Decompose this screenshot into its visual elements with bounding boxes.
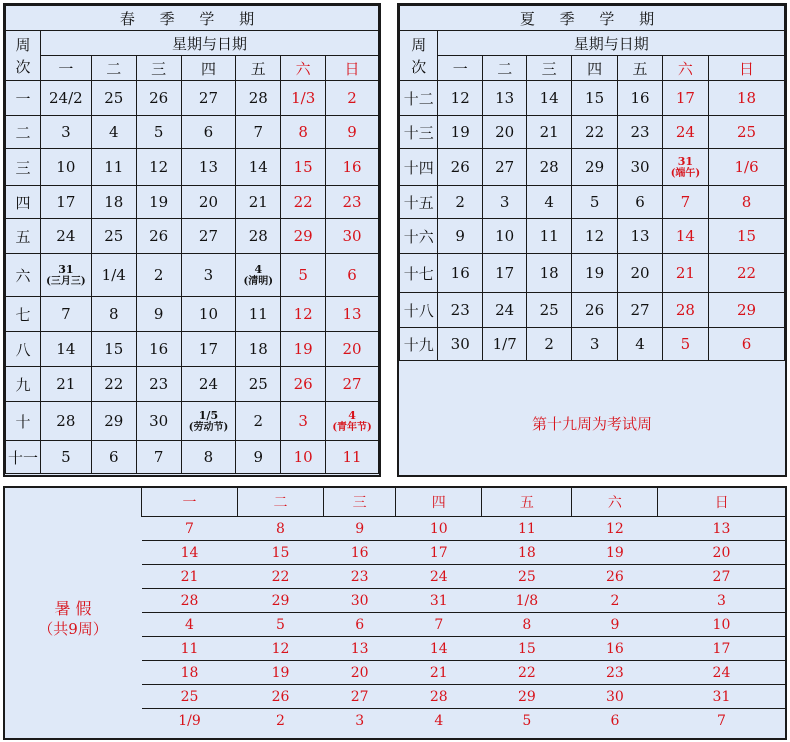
date-cell: 20 [482, 116, 527, 149]
date-cell: 22 [281, 186, 326, 219]
date-cell: 18 [236, 332, 281, 367]
date-cell: 6 [709, 328, 785, 361]
vacation-date-cell: 12 [237, 637, 323, 661]
date-cell: 9 [438, 219, 482, 254]
date-cell: 24 [40, 219, 91, 254]
date-cell: 27 [181, 81, 236, 116]
date-cell: 19 [136, 186, 181, 219]
date-cell: 2 [136, 254, 181, 297]
week-row [6, 367, 379, 402]
date-cell: 5 [281, 254, 326, 297]
date-cell: 11 [527, 219, 571, 254]
week-number: 十六 [400, 219, 438, 254]
vacation-date-cell: 21 [142, 565, 238, 589]
holiday-label: (劳动节) [188, 421, 229, 433]
date-cell: 25 [236, 367, 281, 402]
vacation-date-cell: 2 [237, 709, 323, 733]
vacation-date-cell: 25 [482, 565, 572, 589]
date-cell: 3 [281, 402, 326, 441]
vacation-date-cell: 9 [572, 613, 658, 637]
date-cell: 26 [281, 367, 326, 402]
date-cell: 11 [91, 149, 136, 186]
summer-term-panel [397, 3, 787, 477]
date-cell: 14 [40, 332, 91, 367]
vacation-date-cell: 18 [142, 661, 238, 685]
term-title: 夏 季 学 期 [400, 6, 785, 31]
week-number: 十一 [6, 441, 41, 474]
date-cell: 21 [40, 367, 91, 402]
date-cell: 11 [236, 297, 281, 332]
week-number: 十八 [400, 293, 438, 328]
date-cell: 2 [236, 402, 281, 441]
date-cell: 4 [527, 186, 571, 219]
date-cell: 14 [662, 219, 708, 254]
weekday-header: 日 [709, 56, 785, 81]
weekday-header: 一 [40, 56, 91, 81]
date-cell: 21 [662, 254, 708, 293]
date-cell: 9 [136, 297, 181, 332]
date-cell: 28 [662, 293, 708, 328]
weekday-header: 四 [571, 56, 617, 81]
vacation-date-cell: 11 [482, 517, 572, 541]
vacation-weekday-header: 五 [482, 488, 572, 517]
weekday-header: 六 [662, 56, 708, 81]
week-column-header [6, 31, 41, 81]
vacation-date-cell: 16 [572, 637, 658, 661]
vacation-date-cell: 7 [142, 517, 238, 541]
date-cell: 30 [618, 149, 662, 186]
week-number: 六 [6, 254, 41, 297]
weekday-header: 一 [438, 56, 482, 81]
summer-vacation-table [141, 488, 785, 732]
date-cell [236, 254, 281, 297]
vacation-date-cell: 27 [658, 565, 785, 589]
holiday-label: (青年节) [332, 421, 372, 433]
date-cell: 21 [527, 116, 571, 149]
weekday-header: 三 [136, 56, 181, 81]
date-cell: 3 [181, 254, 236, 297]
vacation-date-cell: 6 [324, 613, 396, 637]
vacation-date-cell: 28 [142, 589, 238, 613]
date-cell: 13 [618, 219, 662, 254]
week-row [6, 402, 379, 441]
holiday-label: (清明) [243, 275, 274, 287]
vacation-date-cell: 30 [324, 589, 396, 613]
date-cell [181, 402, 236, 441]
date-cell: 12 [281, 297, 326, 332]
date-cell: 18 [709, 81, 785, 116]
date-cell: 12 [571, 219, 617, 254]
vacation-date-cell: 31 [396, 589, 482, 613]
vacation-date-cell: 31 [658, 685, 785, 709]
date-number: 31 [58, 262, 74, 276]
date-cell: 4 [618, 328, 662, 361]
date-cell: 4 [91, 116, 136, 149]
vacation-date-cell: 15 [237, 541, 323, 565]
date-cell: 16 [618, 81, 662, 116]
date-cell: 27 [618, 293, 662, 328]
date-cell [326, 402, 379, 441]
date-cell: 7 [236, 116, 281, 149]
vacation-week-row [142, 541, 786, 565]
date-cell: 24 [482, 293, 527, 328]
week-number: 八 [6, 332, 41, 367]
date-cell: 19 [571, 254, 617, 293]
vacation-date-cell: 7 [396, 613, 482, 637]
week-number: 五 [6, 219, 41, 254]
week-row [400, 293, 785, 328]
vacation-date-cell: 19 [237, 661, 323, 685]
date-cell: 15 [709, 219, 785, 254]
date-cell: 8 [91, 297, 136, 332]
vacation-duration: （共9周） [38, 620, 108, 638]
date-cell: 26 [438, 149, 482, 186]
date-number: 4 [254, 262, 263, 276]
vacation-date-cell: 3 [658, 589, 785, 613]
date-cell: 22 [709, 254, 785, 293]
date-cell: 27 [482, 149, 527, 186]
date-cell: 6 [618, 186, 662, 219]
date-cell: 5 [662, 328, 708, 361]
date-cell: 2 [438, 186, 482, 219]
date-number: 31 [677, 154, 694, 168]
vacation-date-cell: 28 [396, 685, 482, 709]
date-cell: 30 [438, 328, 482, 361]
vacation-weekday-header: 一 [142, 488, 238, 517]
date-cell: 19 [438, 116, 482, 149]
date-cell: 2 [326, 81, 379, 116]
date-cell: 1/6 [709, 149, 785, 186]
date-cell: 27 [326, 367, 379, 402]
date-cell: 1/4 [91, 254, 136, 297]
weekday-header: 二 [482, 56, 527, 81]
date-cell: 22 [91, 367, 136, 402]
date-cell: 27 [181, 219, 236, 254]
date-cell [40, 254, 91, 297]
date-cell: 10 [181, 297, 236, 332]
vacation-week-row [142, 517, 786, 541]
date-cell: 3 [571, 328, 617, 361]
date-cell: 10 [281, 441, 326, 474]
date-cell: 8 [181, 441, 236, 474]
weekday-header: 日 [326, 56, 379, 81]
week-row [400, 81, 785, 116]
week-number: 十七 [400, 254, 438, 293]
vacation-date-cell: 22 [482, 661, 572, 685]
date-cell: 23 [618, 116, 662, 149]
date-cell: 21 [236, 186, 281, 219]
vacation-date-cell: 26 [572, 565, 658, 589]
vacation-date-cell: 10 [658, 613, 785, 637]
vacation-week-row [142, 613, 786, 637]
date-cell: 22 [571, 116, 617, 149]
vacation-date-cell: 2 [572, 589, 658, 613]
weekday-header: 五 [236, 56, 281, 81]
vacation-date-cell: 24 [396, 565, 482, 589]
vacation-date-cell: 17 [396, 541, 482, 565]
week-row [6, 441, 379, 474]
vacation-date-cell: 21 [396, 661, 482, 685]
week-row [6, 332, 379, 367]
vacation-date-cell: 1/9 [142, 709, 238, 733]
date-cell: 7 [40, 297, 91, 332]
vacation-title: 暑 假 [54, 599, 92, 618]
vacation-date-cell: 4 [396, 709, 482, 733]
vacation-date-cell: 9 [324, 517, 396, 541]
date-cell: 29 [709, 293, 785, 328]
vacation-date-cell: 5 [482, 709, 572, 733]
date-cell: 13 [181, 149, 236, 186]
date-cell: 7 [136, 441, 181, 474]
weekday-header: 三 [527, 56, 571, 81]
date-cell: 20 [181, 186, 236, 219]
vacation-date-cell: 13 [324, 637, 396, 661]
weekday-header: 六 [281, 56, 326, 81]
vacation-date-cell: 8 [482, 613, 572, 637]
date-cell: 3 [482, 186, 527, 219]
vacation-date-cell: 30 [572, 685, 658, 709]
date-cell: 14 [236, 149, 281, 186]
vacation-date-cell: 23 [324, 565, 396, 589]
vacation-date-cell: 29 [237, 589, 323, 613]
vacation-date-cell: 10 [396, 517, 482, 541]
week-label-char: 周 [15, 35, 31, 54]
week-row [6, 297, 379, 332]
week-row [400, 149, 785, 186]
date-cell: 18 [527, 254, 571, 293]
date-cell: 8 [709, 186, 785, 219]
date-cell: 17 [482, 254, 527, 293]
date-cell: 25 [709, 116, 785, 149]
date-cell: 6 [326, 254, 379, 297]
week-number: 十四 [400, 149, 438, 186]
date-number: 1/5 [198, 408, 219, 422]
vacation-date-cell: 3 [324, 709, 396, 733]
date-cell: 7 [662, 186, 708, 219]
exam-week-note: 第十九周为考试周 [531, 415, 652, 433]
date-cell: 9 [236, 441, 281, 474]
date-cell: 16 [136, 332, 181, 367]
date-cell: 26 [136, 81, 181, 116]
week-number: 十二 [400, 81, 438, 116]
date-cell [662, 149, 708, 186]
week-row [6, 254, 379, 297]
date-cell: 10 [40, 149, 91, 186]
vacation-date-cell: 24 [658, 661, 785, 685]
vacation-label [5, 488, 141, 738]
week-number: 二 [6, 116, 41, 149]
vacation-date-cell: 1/8 [482, 589, 572, 613]
date-cell: 20 [618, 254, 662, 293]
date-cell: 28 [236, 81, 281, 116]
term-title: 春 季 学 期 [6, 6, 379, 31]
week-number: 七 [6, 297, 41, 332]
date-cell: 1/7 [482, 328, 527, 361]
vacation-date-cell: 8 [237, 517, 323, 541]
date-cell: 30 [326, 219, 379, 254]
week-number: 三 [6, 149, 41, 186]
vacation-date-cell: 16 [324, 541, 396, 565]
week-row [6, 116, 379, 149]
date-cell: 19 [281, 332, 326, 367]
date-cell: 30 [136, 402, 181, 441]
week-number: 四 [6, 186, 41, 219]
week-number: 十 [6, 402, 41, 441]
date-cell: 13 [482, 81, 527, 116]
date-cell: 15 [571, 81, 617, 116]
date-cell: 28 [236, 219, 281, 254]
date-cell: 1/3 [281, 81, 326, 116]
week-number: 十三 [400, 116, 438, 149]
vacation-weekday-header: 二 [237, 488, 323, 517]
date-cell: 17 [181, 332, 236, 367]
date-cell: 26 [136, 219, 181, 254]
vacation-date-cell: 23 [572, 661, 658, 685]
date-cell: 15 [281, 149, 326, 186]
date-cell: 26 [571, 293, 617, 328]
date-cell: 12 [136, 149, 181, 186]
date-cell: 17 [662, 81, 708, 116]
week-number: 十五 [400, 186, 438, 219]
weekday-date-header: 星期与日期 [438, 31, 785, 56]
summer-term-table [399, 5, 785, 361]
holiday-label: (端午) [670, 167, 701, 179]
weekday-header: 四 [181, 56, 236, 81]
date-cell: 18 [91, 186, 136, 219]
date-cell: 6 [181, 116, 236, 149]
date-cell: 23 [136, 367, 181, 402]
date-cell: 17 [40, 186, 91, 219]
date-cell: 24 [662, 116, 708, 149]
vacation-date-cell: 25 [142, 685, 238, 709]
date-cell: 12 [438, 81, 482, 116]
date-cell: 23 [326, 186, 379, 219]
vacation-week-row [142, 589, 786, 613]
date-cell: 14 [527, 81, 571, 116]
vacation-date-cell: 5 [237, 613, 323, 637]
date-cell: 24 [181, 367, 236, 402]
date-cell: 25 [91, 219, 136, 254]
date-cell: 5 [571, 186, 617, 219]
week-row [400, 219, 785, 254]
vacation-date-cell: 27 [324, 685, 396, 709]
vacation-week-row [142, 637, 786, 661]
vacation-week-row [142, 709, 786, 733]
week-label-char: 次 [411, 57, 427, 76]
vacation-date-cell: 13 [658, 517, 785, 541]
date-cell: 20 [326, 332, 379, 367]
week-row [6, 186, 379, 219]
date-cell: 6 [91, 441, 136, 474]
date-cell: 24/2 [40, 81, 91, 116]
vacation-date-cell: 11 [142, 637, 238, 661]
weekday-header: 二 [91, 56, 136, 81]
vacation-week-row [142, 685, 786, 709]
week-row [400, 186, 785, 219]
spring-term-panel [3, 3, 381, 477]
summer-vacation-panel [3, 486, 787, 740]
week-row [6, 149, 379, 186]
vacation-date-cell: 15 [482, 637, 572, 661]
vacation-date-cell: 14 [142, 541, 238, 565]
week-number: 九 [6, 367, 41, 402]
date-cell: 25 [527, 293, 571, 328]
vacation-week-row [142, 565, 786, 589]
date-cell: 23 [438, 293, 482, 328]
spring-term-table [5, 5, 379, 474]
vacation-date-cell: 12 [572, 517, 658, 541]
week-row [6, 219, 379, 254]
date-number: 4 [348, 408, 356, 422]
date-cell: 29 [571, 149, 617, 186]
vacation-date-cell: 29 [482, 685, 572, 709]
date-cell: 16 [438, 254, 482, 293]
vacation-date-cell: 26 [237, 685, 323, 709]
vacation-weekday-header: 三 [324, 488, 396, 517]
date-cell: 9 [326, 116, 379, 149]
vacation-date-cell: 22 [237, 565, 323, 589]
week-label-char: 周 [411, 35, 427, 54]
vacation-date-cell: 7 [658, 709, 785, 733]
week-row [400, 254, 785, 293]
week-number: 一 [6, 81, 41, 116]
week-number: 十九 [400, 328, 438, 361]
week-column-header [400, 31, 438, 81]
date-cell: 8 [281, 116, 326, 149]
week-label-char: 次 [15, 57, 31, 76]
date-cell: 11 [326, 441, 379, 474]
vacation-date-cell: 6 [572, 709, 658, 733]
vacation-week-row [142, 661, 786, 685]
vacation-date-cell: 14 [396, 637, 482, 661]
vacation-date-cell: 17 [658, 637, 785, 661]
date-cell: 25 [91, 81, 136, 116]
vacation-weekday-header: 六 [572, 488, 658, 517]
week-row [400, 116, 785, 149]
vacation-weekday-header: 四 [396, 488, 482, 517]
week-row [400, 328, 785, 361]
vacation-date-cell: 4 [142, 613, 238, 637]
date-cell: 5 [136, 116, 181, 149]
holiday-label: (三月三) [46, 275, 86, 287]
date-cell: 28 [527, 149, 571, 186]
vacation-date-cell: 20 [324, 661, 396, 685]
date-cell: 3 [40, 116, 91, 149]
date-cell: 5 [40, 441, 91, 474]
vacation-date-cell: 20 [658, 541, 785, 565]
date-cell: 10 [482, 219, 527, 254]
vacation-date-cell: 18 [482, 541, 572, 565]
date-cell: 29 [281, 219, 326, 254]
week-row [6, 81, 379, 116]
date-cell: 15 [91, 332, 136, 367]
weekday-date-header: 星期与日期 [40, 31, 378, 56]
date-cell: 2 [527, 328, 571, 361]
date-cell: 29 [91, 402, 136, 441]
weekday-header: 五 [618, 56, 662, 81]
vacation-date-cell: 19 [572, 541, 658, 565]
vacation-weekday-header: 日 [658, 488, 785, 517]
date-cell: 28 [40, 402, 91, 441]
date-cell: 13 [326, 297, 379, 332]
date-cell: 16 [326, 149, 379, 186]
